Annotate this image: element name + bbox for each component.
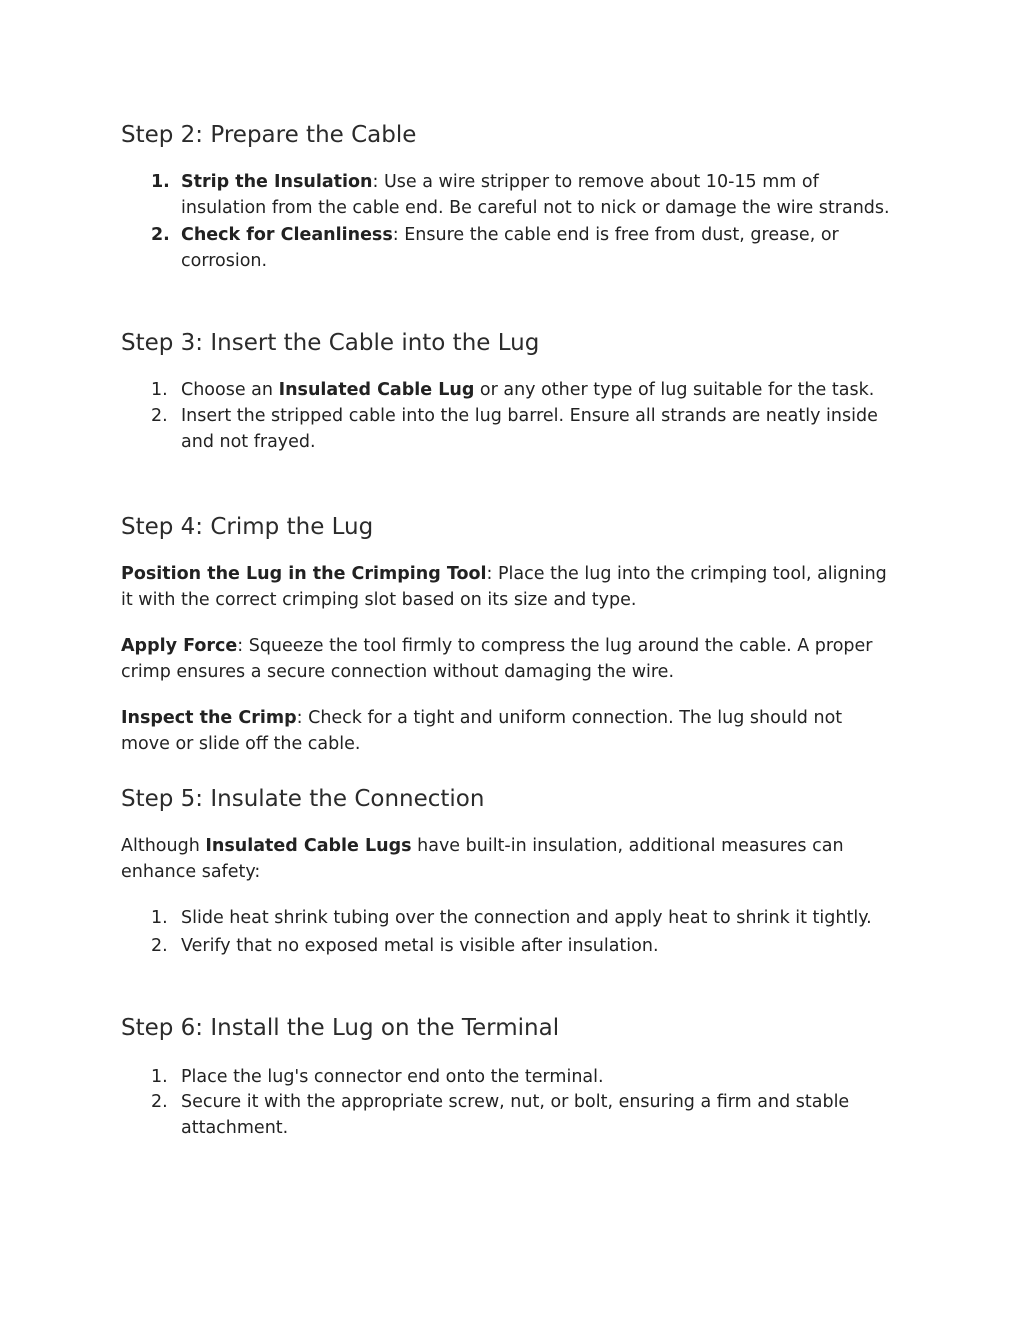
heading-step-2: Step 2: Prepare the Cable [121, 122, 417, 148]
item-text-pre: Choose an [181, 380, 279, 400]
paragraph-position-lug [121, 561, 891, 613]
list-item [121, 933, 891, 959]
item-text: Secure it with the appropriate screw, nut, or bolt, ensuring a firm and stable attachment. [181, 1092, 850, 1138]
section-step-2 [121, 120, 891, 274]
list-item [121, 222, 891, 274]
paragraph-text: : Place the lug into the crimping tool, aligning it with the correct crimping slot based on its size and type. [121, 564, 887, 610]
paragraph-intro [121, 833, 891, 885]
heading-step-3: Step 3: Insert the Cable into the Lug [121, 330, 540, 356]
list-step-5 [121, 905, 891, 959]
list-number: 1. [151, 1067, 168, 1087]
item-text: or any other type of lug suitable for the task. [474, 380, 875, 400]
list-item [121, 169, 891, 221]
paragraph-text: : Check for a tight and uniform connection. The lug should not move or slide off the cable. [121, 708, 843, 754]
section-step-6 [121, 1013, 891, 1141]
heading-step-4: Step 4: Crimp the Lug [121, 514, 374, 540]
list-number: 2. [151, 936, 168, 956]
item-text: Place the lug's connector end onto the terminal. [181, 1067, 604, 1087]
item-text: Slide heat shrink tubing over the connection and apply heat to shrink it tightly. [181, 908, 872, 928]
paragraph-text: : Squeeze the tool firmly to compress the lug around the cable. A proper crimp ensures a secure connection without damaging the wire. [121, 636, 873, 682]
paragraph-bold-label: Inspect the Crimp [121, 708, 297, 728]
list-step-3 [121, 377, 891, 455]
item-bold-label: Insulated Cable Lug [278, 380, 475, 400]
list-number: 1. [151, 172, 170, 192]
list-number: 2. [151, 1092, 168, 1112]
list-step-6 [121, 1065, 891, 1141]
list-item [121, 403, 891, 455]
section-step-3 [121, 328, 891, 455]
paragraph-bold-label: Insulated Cable Lugs [205, 836, 412, 856]
list-item [121, 377, 891, 403]
paragraph-inspect-crimp [121, 705, 891, 757]
heading-step-6: Step 6: Install the Lug on the Terminal [121, 1015, 560, 1041]
section-step-5 [121, 784, 891, 959]
list-number: 1. [151, 380, 168, 400]
list-step-2 [121, 169, 891, 274]
item-text: : Use a wire stripper to remove about 10-15 mm of insulation from the cable end. Be careful not to nick or damage the wire strands. [181, 172, 890, 218]
section-step-4 [121, 512, 891, 757]
paragraph-bold-label: Apply Force [121, 636, 238, 656]
list-number: 2. [151, 225, 170, 245]
heading-step-5: Step 5: Insulate the Connection [121, 786, 485, 812]
item-text: : Ensure the cable end is free from dust, grease, or corrosion. [181, 225, 839, 271]
paragraph-apply-force [121, 633, 891, 685]
paragraph-text-pre: Although [121, 836, 206, 856]
item-text: Verify that no exposed metal is visible after insulation. [181, 936, 659, 956]
list-number: 2. [151, 406, 168, 426]
list-item [121, 1089, 891, 1141]
item-bold-label: Check for Cleanliness [181, 225, 393, 245]
paragraph-bold-label: Position the Lug in the Crimping Tool [121, 564, 487, 584]
list-item [121, 1065, 891, 1089]
list-number: 1. [151, 908, 168, 928]
item-text: Insert the stripped cable into the lug barrel. Ensure all strands are neatly inside and not frayed. [181, 406, 878, 452]
item-bold-label: Strip the Insulation [181, 172, 373, 192]
list-item [121, 905, 891, 931]
paragraph-text: have built-in insulation, additional measures can enhance safety: [121, 836, 844, 882]
